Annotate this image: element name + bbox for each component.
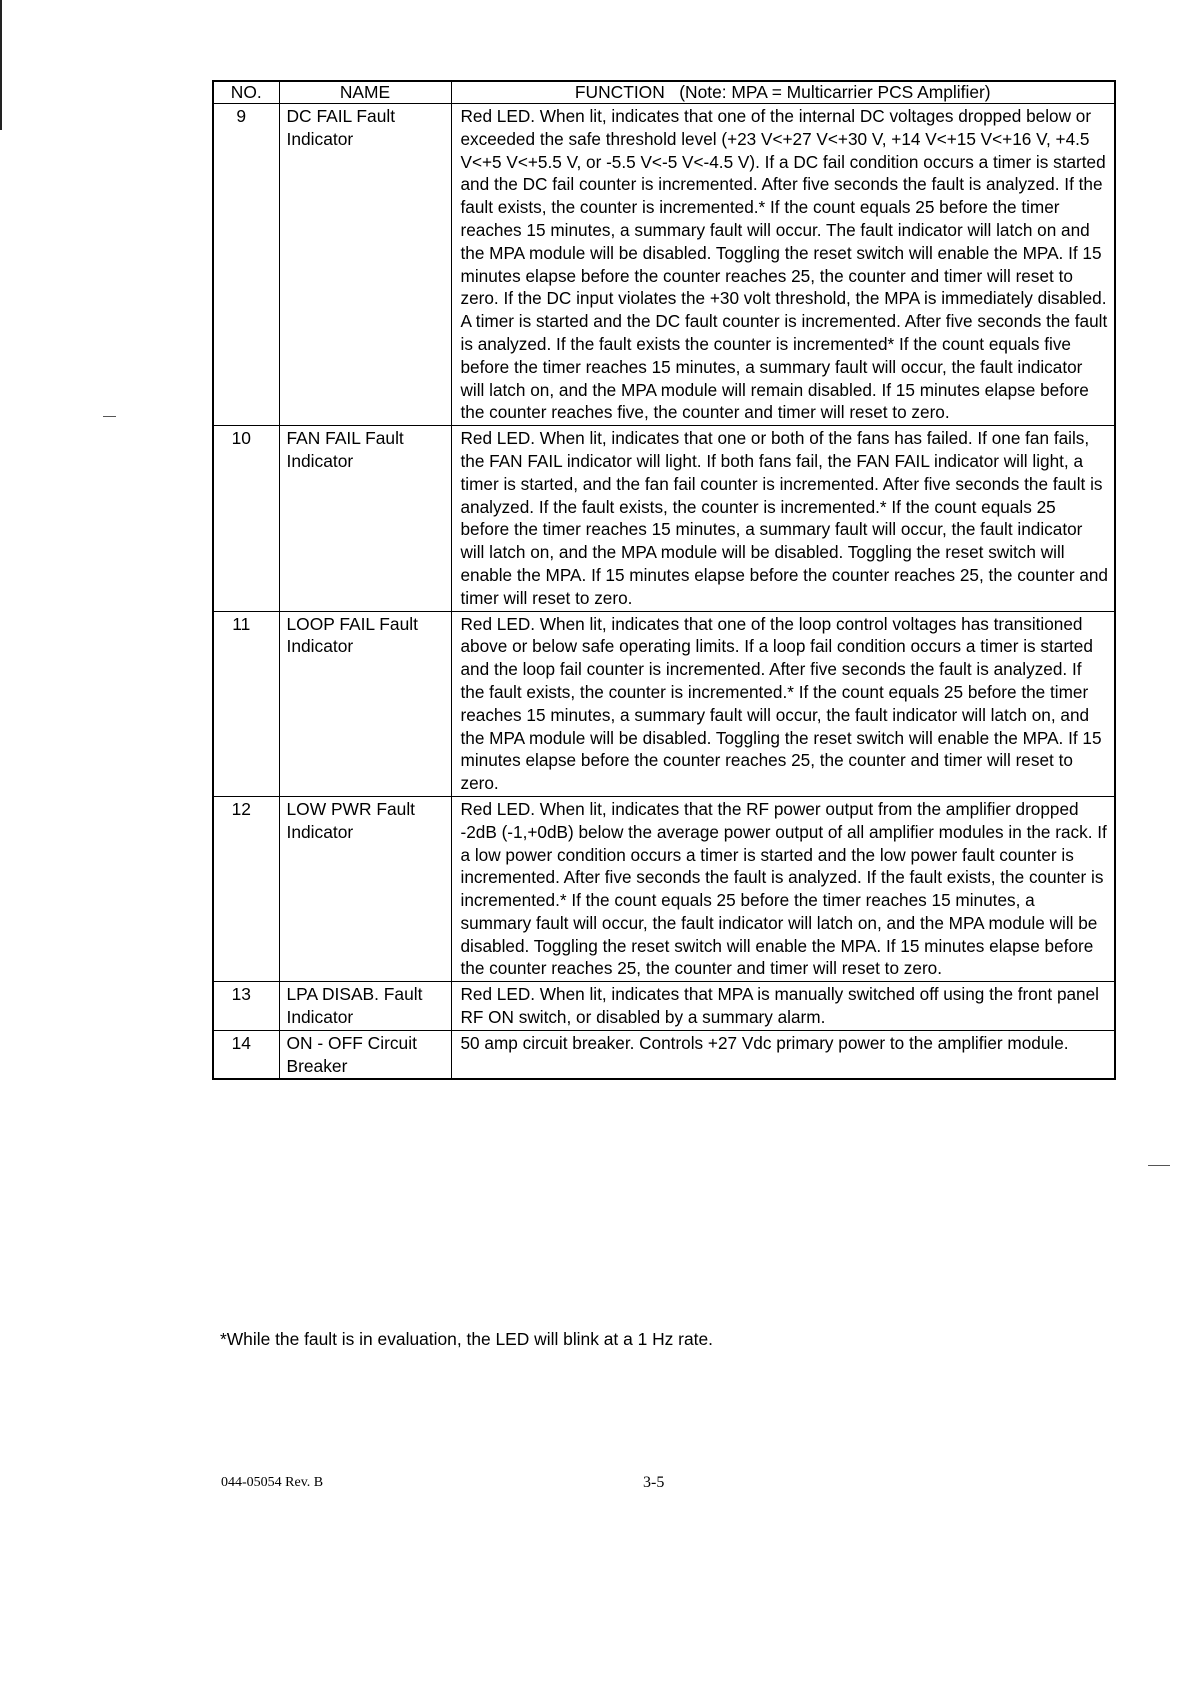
table-header-row [213,81,1115,104]
footnote: *While the fault is in evaluation, the LED will blink at a 1 Hz rate. [220,1329,713,1349]
page-number: 3-5 [643,1474,665,1491]
row-function: Red LED. When lit, indicates that one of the internal DC voltages dropped below or exceeded the safe threshold level (+23 V<+27 V<+30 V, +14 V<+15 V<+16 V, +4.5 V<+5 V<+5.5 V, or -5.5 V<-5 V<-4.5 V). If a DC fail condition occurs a timer is started and the DC fail counter is incremented. After five seconds the fault is analyzed. If the fault exists, the counter is incremented.* If the count equals 25 before the timer reaches 15 minutes, a summary fault will occur. The fault indicator will latch on and the MPA module will be disabled. Toggling the reset switch will enable the MPA. If 15 minutes elapse before the counter reaches 25, the counter and timer will reset to zero. If the DC input violates the +30 volt threshold, the MPA is immediately disabled. A timer is started and the DC fault counter is incremented. After five seconds the fault is analyzed. If the fault exists the counter is incremented* If the count equals five before the timer reaches 15 minutes, a summary fault will occur, the fault indicator will latch on, and the MPA module will remain disabled. If 15 minutes elapse before the counter reaches five, the counter and timer will reset to zero. [451,104,1115,426]
row-name: DC FAIL Fault Indicator [279,104,451,426]
row-function: Red LED. When lit, indicates that MPA is manually switched off using the front panel RF ON switch, or disabled by a summary alarm. [451,982,1115,1031]
header-function: FUNCTION (Note: MPA = Multicarrier PCS Amplifier) [451,81,1115,104]
table-row [213,1030,1115,1079]
row-name: LOOP FAIL Fault Indicator [279,611,451,796]
table-row [213,796,1115,981]
table-row [213,426,1115,611]
row-function: Red LED. When lit, indicates that the RF power output from the amplifier dropped -2dB (-1,+0dB) below the average power output of all amplifier modules in the rack. If a low power condition occurs a timer is started and the low power fault counter is incremented. After five seconds the fault is analyzed. If the fault exists, the counter is incremented.* If the count equals 25 before the timer reaches 15 minutes, a summary fault will occur, the fault indicator will latch on, and the MPA module will be disabled. Toggling the reset switch will enable the MPA. If 15 minutes elapse before the counter reaches 25, the counter and timer will reset to zero. [451,796,1115,981]
scan-mark [1148,1165,1170,1166]
table-row [213,611,1115,796]
row-no: 13 [213,982,279,1031]
scan-mark [103,416,116,417]
scan-edge [0,0,2,130]
doc-number: 044-05054 Rev. B [221,1475,324,1490]
function-table [212,80,1116,1080]
row-no: 11 [213,611,279,796]
row-name: ON - OFF Circuit Breaker [279,1030,451,1079]
table-row [213,982,1115,1031]
row-no: 12 [213,796,279,981]
row-name: FAN FAIL Fault Indicator [279,426,451,611]
row-name: LPA DISAB. Fault Indicator [279,982,451,1031]
row-function: Red LED. When lit, indicates that one or both of the fans has failed. If one fan fails, the FAN FAIL indicator will light. If both fans fail, the FAN FAIL indicator will light, a timer is started, and the fan fail counter is incremented. After five seconds the fault is analyzed. If the fault exists, the counter is incremented.* If the count equals 25 before the timer reaches 15 minutes, a summary fault will occur, the fault indicator will latch on, and the MPA module will be disabled. Toggling the reset switch will enable the MPA. If 15 minutes elapse before the counter reaches 25, the counter and timer will reset to zero. [451,426,1115,611]
row-function: 50 amp circuit breaker. Controls +27 Vdc primary power to the amplifier module. [451,1030,1115,1079]
row-no: 10 [213,426,279,611]
table-row [213,104,1115,426]
header-name: NAME [279,81,451,104]
row-name: LOW PWR Fault Indicator [279,796,451,981]
row-function: Red LED. When lit, indicates that one of the loop control voltages has transitioned above or below safe operating limits. If a loop fail condition occurs a timer is started and the loop fail counter is incremented. After five seconds the fault is analyzed. If the fault exists, the counter is incremented.* If the count equals 25 before the timer reaches 15 minutes, a summary fault will occur, the fault indicator will latch on, and the MPA module will be disabled. Toggling the reset switch will enable the MPA. If 15 minutes elapse before the counter reaches 25, the counter and timer will reset to zero. [451,611,1115,796]
row-no: 9 [213,104,279,426]
row-no: 14 [213,1030,279,1079]
header-no: NO. [213,81,279,104]
